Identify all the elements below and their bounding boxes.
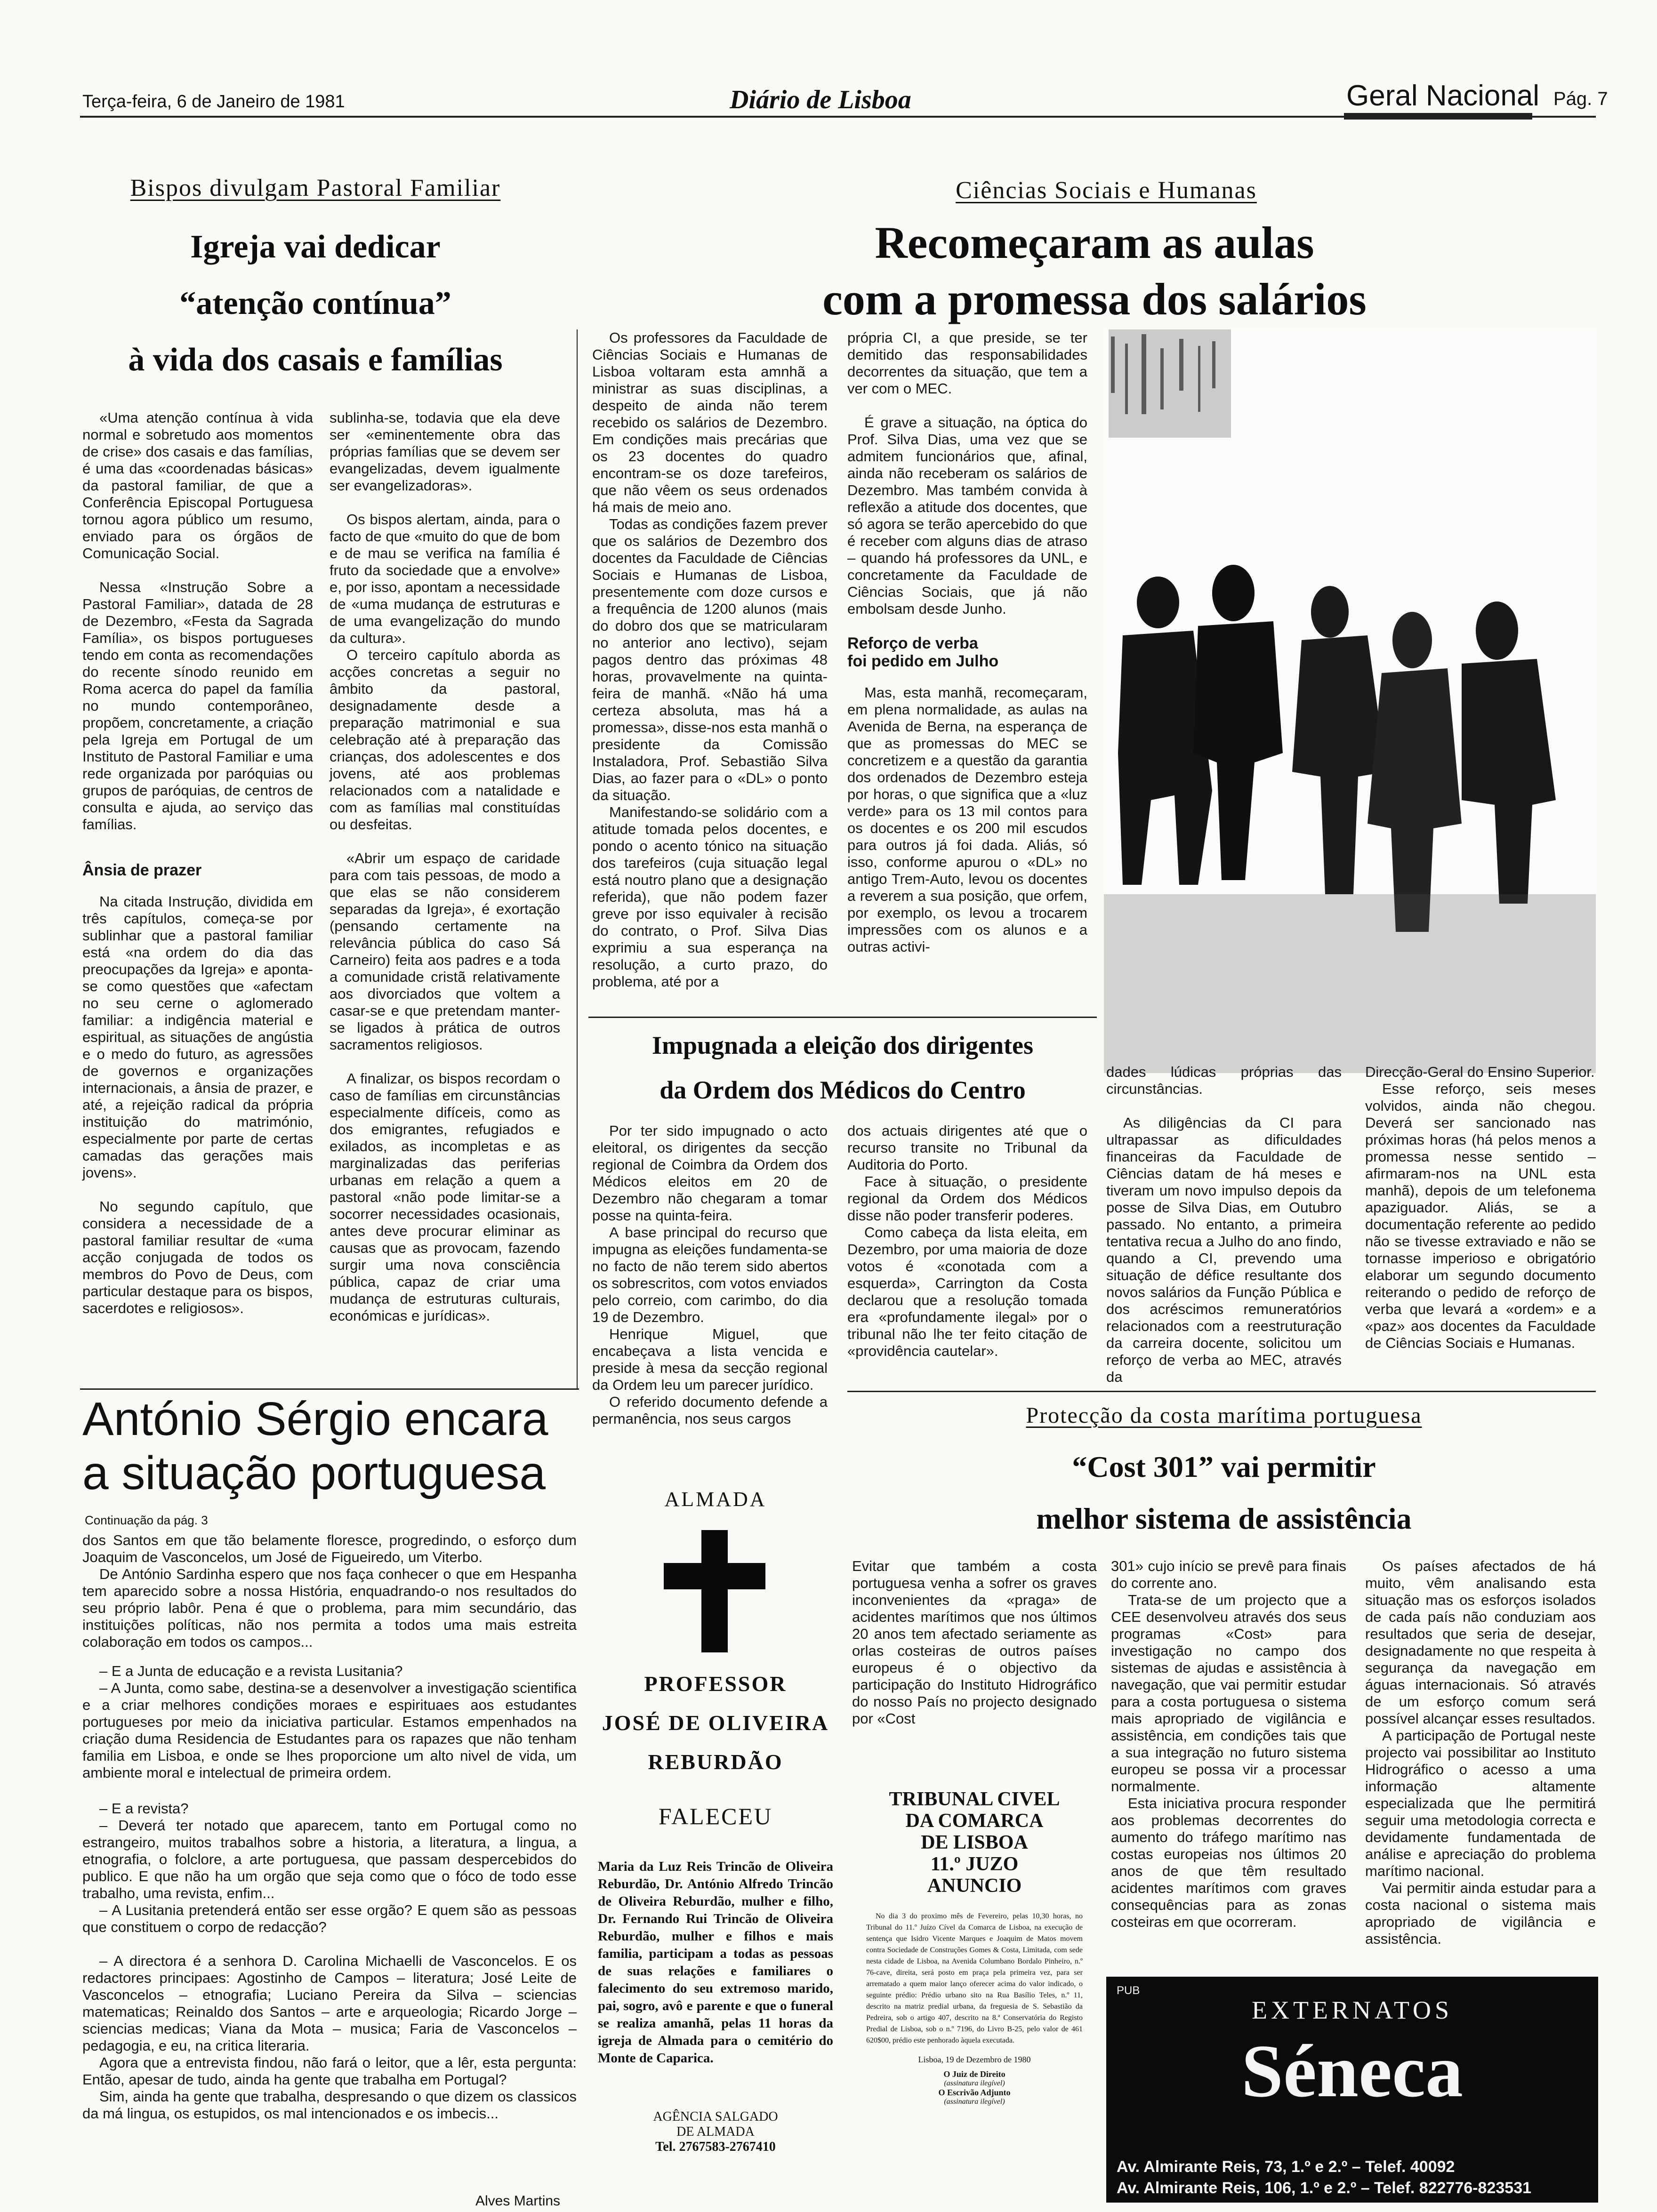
paragraph: Face à situação, o presidente regional da Ordem dos Médicos disse não poder transferir poderes. <box>847 1173 1087 1224</box>
paragraph: Esta iniciativa procura responder aos problemas decorrentes do aumento do tráfego marítimo nas costas europeias nos últimos 20 anos de que têm resultado acidentes marítimos com graves consequências para as zonas costeiras em que ocorreram. <box>1111 1795 1346 1930</box>
paragraph: Agora que a entrevista findou, não fará o leitor, que a lêr, esta pergunta: Então, apesar de tudo, ainda ha gente que trabalha em Portugal? <box>82 2054 577 2088</box>
funeral-agency-phone: Tel. 2767583-2767410 <box>655 2140 776 2154</box>
paragraph: Os professores da Faculdade de Ciências Sociais e Humanas de Lisboa voltaram esta amnhã a ministrar as suas disciplinas, a despeito de ainda não terem recebido os salários de Dezembro. Em condições mais precárias que os 23 docentes do quadro encontram-se os doze tarefeiros, que não vêem os seus ordenados há mais de meio ano. <box>592 329 828 515</box>
paragraph: De António Sardinha espero que nos faça conhecer o que em Hespanha tem aparecido sobre a nossa História, enquadrando-o nos resultados do seu próprio labôr. Pena é que o problema, para mim secundário, das instituições políticas, não nos permita a todos uma mais estreita colaboração em todos os campos... <box>82 1566 577 1650</box>
tribunal-dateline: Lisboa, 19 de Dezembro de 1980 <box>918 2055 1031 2064</box>
paragraph: – A Junta, como sabe, destina-se a desenvolver a investigação scientifica e a criar melhores condições moraes e espirituaes aos estudantes portugueses por meio da iniciativa particular. Estamos empenhados na criação duma Residencia de Estudantes para os rapazes que não tenham familia em Lisboa, e onde se lhes proporcione um alto nivel de vida, um ambiente moral e intelectual de primeira ordem. <box>82 1680 577 1781</box>
obituary-text: Maria da Luz Reis Trincão de Oliveira Reburdão, Dr. António Alfredo Trincão de Oliveira Reburdão, mulher e filho, Dr. Fernando Rui Trincão de Oliveira Reburdão, mulher e filhos e mais familia, participam a todas as pessoas de suas relações e familiares o falecimento do seu extremoso marido, pai, sogro, avô e parente e que o funeral se realiza amanhã, pelas 11 horas da igreja de Almada para o cemitério do Monte de Caparica. <box>598 1859 833 2066</box>
cross-icon <box>588 1530 843 1652</box>
paragraph: – Deverá ter notado que aparecem, tanto em Portugal como no estrangeiro, muitos trabalhos sobre a historia, a literatura, a lingua, a etnografia, o folclore, a arte portuguesa, que passam despercebidos do publico. E que não ha um orgão que seja como que o fóco de todo esse trabalho, uma revista, enfim... <box>82 1817 577 1901</box>
tribunal-title-line: ANUNCIO <box>927 1875 1022 1897</box>
paragraph: Nessa «Instrução Sobre a Pastoral Familiar», datada de 28 de Dezembro, «Festa da Sagrada Família», os bispos portugueses tendo em conta as recomendações do recente sínodo reunido em Roma acerca do papel da família no mundo contemporâneo, propõem, concretamente, a criação pela Igreja em Portugal de um Instituto de Pastoral Familiar e uma rede organizada por paróquias ou grupos de paróquias, de centros de consulta e ajuda, ao serviço das famílias. <box>82 579 313 833</box>
bispos-headline-3: à vida dos casais e famílias <box>128 342 503 378</box>
masthead <box>0 0 1657 122</box>
ad-school-name: Séneca <box>1241 2029 1463 2113</box>
masthead-page: Pág. 7 <box>1553 88 1608 109</box>
bispos-kicker: Bispos divulgam Pastoral Familiar <box>130 175 501 201</box>
medicos-column-1 <box>592 1122 828 1427</box>
paragraph: É grave a situação, na óptica do Prof. Silva Dias, uma vez que se admitem funcionários que, afinal, ainda não receberam os salários de Dezembro. Mas também convida à reflexão a atitude dos docentes, que só agora se terão apercebido do que é receber com alguns dias de atraso – quando há professores da UNL, e concretamente da Faculdade de Ciências Sociais, que já não embolsam desde Junho. <box>847 414 1087 617</box>
ciencias-column-2 <box>847 329 1087 972</box>
section-rule <box>80 1388 579 1390</box>
paragraph: – A directora é a senhora D. Carolina Michaelli de Vasconcelos. E os redactores principaes: Agostinho de Campos – literatura; José Leite de Vasconcelos – etnografia; Luciano Pereira da Silva – sciencias matematicas; Reinaldo dos Santos – arte e arqueologia; Ricardo Jorge – sciencias medicas; Viana da Mota – musica; Faria de Vasconcelos – pedagogia, e eu, na critica literaria. <box>82 1953 577 2054</box>
paragraph: «Abrir um espaço de caridade para com tais pessoas, de modo a que elas se não considerem separadas da Igreja», é exortação (pensando certamente na relevância pública do caso Sá Carneiro) feita aos padres e a toda a comunidade cristã relativamente aos divorciados que voltem a casar-se e que pretendam manter-se ligados à prática de outros sacramentos religiosos. <box>330 850 560 1053</box>
paragraph: Na citada Instrução, dividida em três capítulos, começa-se por sublinhar que a pastoral familiar está «na ordem do dia das preocupações da Igreja» e aponta-se como questões que «afectam no seu cerne o aglomerado familiar: a indigência material e espiritual, as situações de angústia e o medo do futuro, as agressões de governos e organizações internacionais, a ânsia de prazer, e até, a rejeição radical da própria instituição do matrimónio, especialmente por parte de certas camadas das gerações mais jovens». <box>82 893 313 1181</box>
medicos-column-2 <box>847 1122 1087 1360</box>
paragraph: Todas as condições fazem prever que os salários de Dezembro dos docentes da Faculdade de Ciências Sociais e Humanas de Lisboa, presentemente com doze cursos e a frequência de 1200 alunos (mais do dobro dos que se matricularam no anterior ano lectivo), sejam pagos dentro das próximas 48 horas, provavelmente na quinta-feira de manhã. «Não há uma certeza absoluta, mas há a promessa», disse-nos esta manhã o presidente da Comissão Instaladora, Prof. Sebastião Silva Dias, ao fazer para o «DL» o ponto da situação. <box>592 516 828 803</box>
obituary-name-3: REBURDÃO <box>648 1750 783 1774</box>
paragraph: Henrique Miguel, que encabeçava a lista vencida e preside à mesa da secção regional da Ordem leu um parecer jurídico. <box>592 1326 828 1393</box>
costa-column-2 <box>1111 1558 1346 1931</box>
ciencias-headline-2: com a promessa dos salários <box>822 274 1367 324</box>
paragraph: Trata-se de um projecto que a CEE desenvolveu através dos seus programas «Cost» para investigação no campo dos sistemas de ajudas e assistência à navegação, que vai permitir estudar para a costa portuguesa o sistema mais apropriado de vigilância e assistência, em condições tais que a sua integração no futuro sistema europeu se possa vir a processar normalmente. <box>1111 1592 1346 1795</box>
section-underline <box>1344 113 1532 120</box>
paragraph: Por ter sido impugnado o acto eleitoral, os dirigentes da secção regional de Coimbra da Ordem dos Médicos eleitos em 20 de Dezembro não chegaram a tomar posse na quinta-feira. <box>592 1122 828 1224</box>
paragraph: A finalizar, os bispos recordam o caso de famílias em circunstâncias especialmente difíceis, como as dos emigrantes, refugiados e exilados, as incompletas e as marginalizadas das periferias urbanas em relação a quem a pastoral «não pode limitar-se a socorrer necessidades ocasionais, antes deve procurar eliminar as causas que as provocam, fazendo surgir uma nova consciência pública, capaz de criar uma mudança de estruturas culturais, económicas e jurídicas». <box>330 1070 560 1324</box>
paragraph: As diligências da CI para ultrapassar as dificuldades financeiras da Faculdade de Ciências datam de há meses e tiveram um novo impulso depois da posse de Silva Dias, em Outubro passado. No entanto, a primeira tentativa recua a Julho do ano findo, quando a CI, prevendo uma situação de défice resultante dos novos salários da Função Pública e dos acréscimos remuneratórios relacionados com a reestruturação da carreira docente, solicitou um reforço de verba ao MEC, através da <box>1106 1114 1342 1385</box>
tribunal-clerk: O Escrivão Adjunto <box>938 2088 1011 2097</box>
seneca-advertisement <box>1106 1977 1598 2203</box>
paragraph: dos Santos em que tão belamente floresce, progredindo, o esforço dum Joaquim de Vasconcelos, um José de Figueiredo, um Viterbo. <box>82 1532 577 1565</box>
obituary-name-2: JOSÉ DE OLIVEIRA <box>602 1711 829 1735</box>
paragraph: – E a revista? <box>99 1800 189 1817</box>
paragraph: Os países afectados de há muito, vêm analisando esta situação mas os esforços isolados de cada país não conduziam aos resultados que seria de desejar, designadamente no que respeita à segurança da navegação em águas internacionais. Só através de um esforço comum será possível alcançar esses resultados. <box>1365 1558 1596 1727</box>
paragraph: Vai permitir ainda estudar para a costa nacional o sistema mais apropriado de vigilância e assistência. <box>1365 1880 1596 1947</box>
tribunal-title-line: 11.º JUZO <box>930 1853 1019 1875</box>
tribunal-body: No dia 3 do proximo mês de Fevereiro, pelas 10,30 horas, no Tribunal do 11.º Juízo Cível da Comarca de Lisboa, na execução de sentença que Isidro Vicente Marques e Joaquim de Matos movem contra Sociedade de Construções Gomes & Costa, Limitada, com sede nesta cidade de Lisboa, na Avenida Columbano Bordalo Pinheiro, n.º 76-cave, direita, será posto em praça pela primeira vez, para ser arrematado a quem maior lanço oferecer acima do valor indicado, o seguinte prédio: Prédio urbano sito na Rua Basílio Teles, n.º 11, descrito na matriz predial urbana, da freguesia de S. Sebastião da Pedreira, sob o artigo 407, descrito na 8.ª Conservatória do Registo Predial de Lisboa, sob o n.º 7196, do Livro B-25, pelo valor de 461 620$00, prédio este penhorado àquela executada. <box>866 1912 1083 2044</box>
ad-pub-label: PUB <box>1117 1984 1140 1997</box>
paragraph: dades lúdicas próprias das circunstâncias. <box>1106 1064 1342 1097</box>
medicos-headline-1: Impugnada a eleição dos dirigentes <box>652 1031 1034 1059</box>
paragraph: – E a Junta de educação e a revista Lusitania? <box>99 1663 403 1679</box>
subheading-line: foi pedido em Julho <box>847 652 999 670</box>
ciencias-kicker: Ciências Sociais e Humanas <box>956 177 1257 204</box>
paragraph: Direcção-Geral do Ensino Superior. <box>1365 1064 1595 1080</box>
funeral-agency-place: DE ALMADA <box>676 2124 755 2139</box>
section-rule <box>588 1017 1097 1018</box>
ciencias-column-4 <box>1365 1064 1596 1352</box>
paragraph: Manifestando-se solidário com a atitude tomada pelos docentes, e pondo o acento tónico na situação dos tarefeiros (cuja situação legal está noutro plano que a designação referida), que não podem fazer greve por isso equivaler à recisão do contrato, o Prof. Silva Dias exprimiu a sua esperança na resolução, a curto prazo, do problema, até por a <box>592 804 828 990</box>
masthead-date: Terça-feira, 6 de Janeiro de 1981 <box>82 92 345 112</box>
medicos-headline-2: da Ordem dos Médicos do Centro <box>660 1076 1026 1104</box>
paragraph: dos actuais dirigentes até que o recurso transite no Tribunal da Auditoria do Porto. <box>847 1122 1087 1173</box>
ciencias-headline-1: Recomeçaram as aulas <box>875 217 1314 268</box>
sergio-body <box>82 1532 577 2122</box>
paragraph: Esse reforço, seis meses volvidos, ainda não chegou. Deverá ser sancionado nas próximas horas (há pelos menos a promessa nesse sentido – afirmaram-nos na UNL esta manhã), depois de um telefonema apaziguador. Aliás, se a documentação referente ao pedido não se tivesse extraviado e não se tornasse imperioso e obrigatório elaborar um segundo documento reiterando o pedido de reforço de verba que levará a «ordem» e a «paz» aos docentes da Faculdade de Ciências Sociais e Humanas. <box>1365 1081 1596 1351</box>
costa-column-3 <box>1365 1558 1596 1948</box>
tribunal-judge: O Juiz de Direito <box>943 2069 1005 2079</box>
obituary-place: ALMADA <box>664 1488 767 1511</box>
tribunal-judge-signature: (assinatura ilegível) <box>944 2079 1005 2087</box>
paragraph: Mas, esta manhã, recomeçaram, em plena normalidade, as aulas na Avenida de Berna, na esperança de que as promessas do MEC se concretizem e a questão da garantia dos ordenados de Dezembro esteja por horas, o que significa que a «luz verde» para os 13 mil contos para os docentes e os 200 mil escudos para outros já foi dada. Aliás, só isso, conforme apurou o «DL» no antigo Trem-Auto, levou os docentes a reverem a sua posição, que orfem, por exemplo, os levou a trocarem impressões com os alunos e a outras activi- <box>847 684 1087 955</box>
bispos-headline-1: Igreja vai dedicar <box>190 229 441 265</box>
paragraph: – A Lusitania pretenderá então ser esse orgão? E quem são as pessoas que constituem o corpo de redacção? <box>82 1902 577 1935</box>
bispos-column-1 <box>82 409 313 1334</box>
sergio-headline-2: a situação portuguesa <box>82 1447 546 1499</box>
obituary-notice <box>588 1478 843 2212</box>
tribunal-title-line: TRIBUNAL CIVEL <box>889 1788 1060 1810</box>
tribunal-title <box>852 1788 1097 1897</box>
subheading <box>847 634 1087 670</box>
paragraph: Como cabeça da lista eleita, em Dezembro, por uma maioria de doze votos é «conotada com a esquerda», Carrington da Costa declarou que a resolução tomada era «profundamente ilegal» por o tribunal não lhe ter feito citação de «providência cautelar». <box>847 1224 1087 1359</box>
tribunal-notice <box>852 1788 1097 2207</box>
students-photo-image <box>1104 329 1596 1073</box>
paragraph: O terceiro capítulo aborda as acções concretas a seguir no âmbito da pastoral, designadamente desde a preparação matrimonial e sua celebração até à preparação das crianças, dos adolescentes e dos jovens, até aos problemas relacionados com a natalidade e com as famílias mal constituídas ou desfeitas. <box>330 647 560 833</box>
costa-headline-1: “Cost 301” vai permitir <box>1072 1450 1376 1483</box>
paragraph: sublinha-se, todavia que ela deve ser «eminentemente obra das próprias famílias que se devem ser evangelizadas, devem igualmente ser evangelizadoras». <box>330 409 560 494</box>
paragraph: «Uma atenção contínua à vida normal e sobretudo aos momentos de crise» dos casais e das famílias, é uma das «coordenadas básicas» da pastoral familiar, de que a Conferência Episcopal Portuguesa tornou agora público um resumo, enviado para os órgãos de Comunicação Social. <box>82 409 313 561</box>
paragraph: No segundo capítulo, que considera a necessidade de a pastoral familiar resultar de «uma acção conjugada de todos os membros do Povo de Deus, com particular destaque para os bispos, sacerdotes e religiosos». <box>82 1198 313 1316</box>
paragraph: Sim, ainda ha gente que trabalha, despresando o que dizem os classicos da má lingua, os estupidos, os mal intencionados e os imbecis... <box>82 2088 577 2122</box>
paragraph: Evitar que também a costa portuguesa venha a sofrer os graves inconvenientes da «praga» de acidentes marítimos que nos últimos 20 anos tem afectado seriamente as orlas costeiras de outros países europeus é o objectivo da participação do Instituto Hidrográfico do nosso País no projecto designado por «Cost <box>852 1558 1097 1727</box>
tribunal-title-line: DE LISBOA <box>921 1832 1028 1853</box>
subheading-line: Reforço de verba <box>847 634 978 652</box>
ad-address-1: Av. Almirante Reis, 73, 1.º e 2.º – Telef. 40092 <box>1117 2158 1455 2176</box>
masthead-paper-name: Diário de Lisboa <box>730 85 911 114</box>
tribunal-title-line: DA COMARCA <box>905 1810 1044 1832</box>
obituary-faleceu: FALECEU <box>658 1803 773 1829</box>
paragraph: O referido documento defende a permanência, nos seus cargos <box>592 1394 828 1427</box>
costa-kicker: Protecção da costa marítima portuguesa <box>1026 1403 1422 1428</box>
ad-title: EXTERNATOS <box>1251 1996 1453 2024</box>
bispos-column-2 <box>330 409 560 1341</box>
sergio-byline: Alves Martins <box>475 2193 561 2209</box>
costa-column-1 <box>852 1558 1097 1727</box>
funeral-agency-name: AGÊNCIA SALGADO <box>653 2109 778 2124</box>
column-divider <box>577 329 578 1388</box>
students-photo <box>1104 329 1596 1073</box>
obituary-name-1: PROFESSOR <box>644 1672 787 1696</box>
costa-headline-2: melhor sistema de assistência <box>1036 1502 1412 1535</box>
paragraph: A participação de Portugal neste projecto vai possibilitar ao Instituto Hidrográfico o acesso a uma informação altamente especializada que lhe permitirá seguir uma metodologia correcta e devidamente fundamentada de análise e apreciação do problema marítimo nacional. <box>1365 1727 1596 1879</box>
paragraph: Os bispos alertam, ainda, para o facto de que «muito do que de bom e de mau se verifica na família é fruto da sociedade que a envolve» e, por isso, apontam a necessidade de «uma mudança de estruturas e de uma evangelização do mundo da cultura». <box>330 511 560 646</box>
paragraph: própria CI, a que preside, se ter demitido das responsabilidades decorrentes da situação, que tem a ver com o MEC. <box>847 329 1087 397</box>
continuation-note: Continuação da pág. 3 <box>85 1513 208 1527</box>
sergio-headline-1: António Sérgio encara <box>82 1393 548 1445</box>
tribunal-clerk-signature: (assinatura ilegível) <box>944 2098 1005 2106</box>
ad-address-2: Av. Almirante Reis, 106, 1.º e 2.º – Telef. 822776-823531 <box>1117 2179 1532 2197</box>
subheading: Ânsia de prazer <box>82 861 202 879</box>
paragraph: A base principal do recurso que impugna as eleições fundamenta-se no facto de não terem sido abertos os sobrescritos, com votos enviados pelo correio, com carimbo, do dia 19 de Dezembro. <box>592 1224 828 1325</box>
masthead-section: Geral Nacional <box>1346 80 1540 112</box>
paragraph: 301» cujo início se prevê para finais do corrente ano. <box>1111 1558 1346 1591</box>
section-rule <box>847 1391 1596 1392</box>
bispos-headline-2: “atenção contínua” <box>179 285 451 321</box>
ciencias-column-3 <box>1106 1064 1342 1403</box>
ciencias-column-1 <box>592 329 828 990</box>
